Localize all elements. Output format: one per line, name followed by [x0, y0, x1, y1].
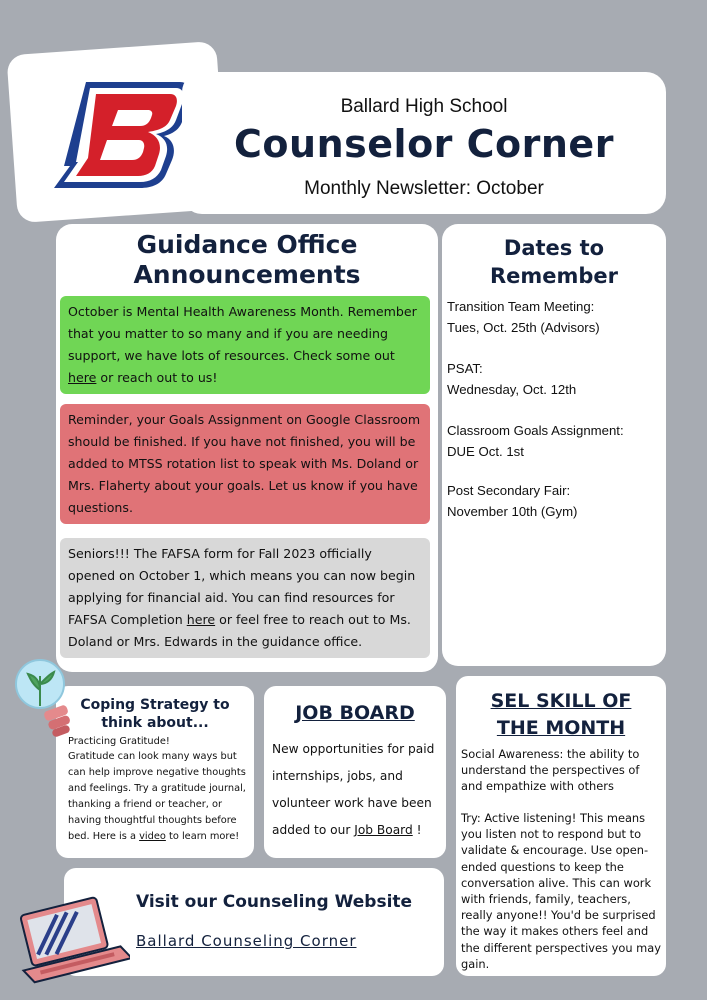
date-item-label: Transition Team Meeting: — [447, 299, 595, 314]
fafsa-note — [60, 538, 430, 658]
coping-body-after: to learn more! — [165, 831, 240, 842]
sel-definition: Social Awareness: the ability to understand the perspectives of and empathize with others — [461, 747, 640, 794]
page-subtitle: Monthly Newsletter: October — [304, 178, 544, 199]
coping-title-line1: Coping Strategy to — [80, 697, 230, 713]
coping-title-line2: think about... — [101, 715, 209, 731]
website-title: Visit our Counseling Website — [136, 892, 413, 912]
date-item — [447, 420, 661, 462]
counseling-website-link[interactable]: Ballard Counseling Corner — [136, 932, 357, 950]
fafsa-resources-link[interactable]: here — [186, 612, 216, 627]
sel-tip: Try: Active listening! This means you listen not to respond but to validate & encourage. Use open-ended questions to keep the conversation alive. This can work with friends, family, teachers, really anyone!! You'd be surprised the way it makes others feel and the different perspectives you may gain. — [461, 811, 661, 971]
date-item — [447, 296, 661, 338]
laptop-icon — [14, 896, 130, 988]
lightbulb-icon — [14, 656, 76, 738]
coping-lead: Practicing Gratitude! — [68, 736, 170, 747]
coping-title — [56, 696, 254, 732]
coping-strategy-card — [56, 686, 254, 858]
guidance-title-line1: Guidance Office — [136, 230, 358, 259]
guidance-title-line2: Announcements — [133, 260, 361, 289]
date-item — [447, 358, 661, 400]
header-card — [182, 72, 666, 214]
job-board-title: JOB BOARD — [295, 702, 415, 724]
job-board-body-after: ! — [412, 823, 422, 837]
note2-text: Reminder, your Goals Assignment on Google Classroom should be finished. If you have not finished, you will be added to MTSS rotation list to speak with Ms. Doland or Mrs. Flaherty about your goals. Let us know if you have questions. — [68, 412, 421, 515]
date-item-label: Classroom Goals Assignment: — [447, 423, 624, 438]
sel-title — [456, 688, 666, 742]
dates-title-line1: Dates to — [503, 236, 605, 260]
gratitude-video-link[interactable]: video — [139, 831, 166, 842]
job-board-card — [264, 686, 446, 858]
note3-text-after: or feel free to reach out to Ms. Doland or Mrs. Edwards in the guidance office. — [68, 612, 411, 649]
date-item-value: Tues, Oct. 25th (Advisors) — [447, 320, 600, 335]
job-board-link[interactable]: Job Board — [354, 823, 413, 837]
date-item-label: PSAT: — [447, 361, 483, 376]
sel-skill-card — [456, 676, 666, 976]
dates-title-line2: Remember — [489, 264, 619, 288]
goals-reminder-note — [60, 404, 430, 524]
school-name: Ballard High School — [340, 96, 508, 117]
date-item-value: Wednesday, Oct. 12th — [447, 382, 577, 397]
note1-text-after: or reach out to us! — [96, 370, 218, 385]
page-title: Counselor Corner — [234, 122, 614, 166]
guidance-announcements-card — [56, 224, 438, 672]
job-board-body-before: New opportunities for paid internships, jobs, and volunteer work have been added to our — [272, 742, 435, 837]
mental-health-resources-link[interactable]: here — [68, 370, 97, 385]
sel-title-line2: THE MONTH — [496, 717, 626, 739]
guidance-title — [56, 230, 438, 290]
mental-health-note — [60, 296, 430, 394]
date-item-value: DUE Oct. 1st — [447, 444, 524, 459]
coping-body — [68, 749, 250, 845]
dates-title — [442, 234, 666, 290]
dates-card — [442, 224, 666, 666]
date-item-label: Post Secondary Fair: — [447, 483, 571, 498]
job-board-body — [272, 736, 442, 844]
note3-text-before: Seniors!!! The FAFSA form for Fall 2023 officially opened on October 1, which means you can now begin applying for financial aid. You can find resources for FAFSA Completion — [68, 546, 416, 627]
b-logo-icon — [52, 74, 192, 192]
date-item-value: November 10th (Gym) — [447, 504, 578, 519]
sel-title-line1: SEL SKILL OF — [490, 690, 632, 712]
date-item — [447, 480, 661, 522]
note1-text-before: October is Mental Health Awareness Month. Remember that you matter to so many and if you are needing support, we have lots of resources. Check some out — [68, 304, 417, 363]
coping-body-before: Gratitude can look many ways but can help improve negative thoughts and feelings. Try a gratitude journal, thanking a friend or teacher, or having thoughtful thoughts before bed. Here is a — [68, 751, 246, 842]
